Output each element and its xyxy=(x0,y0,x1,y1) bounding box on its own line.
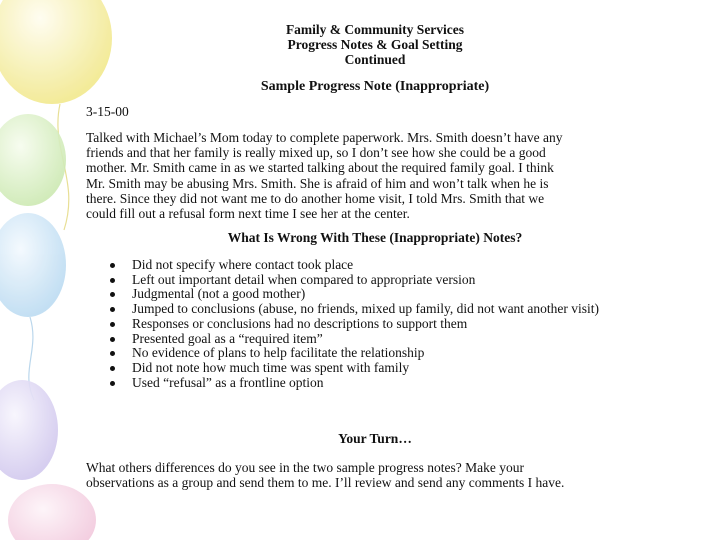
note-date: 3-15-00 xyxy=(86,104,129,119)
list-item xyxy=(108,302,668,317)
issue-text: Did not note how much time was spent with family xyxy=(132,359,410,375)
header-subtitle: Progress Notes & Goal Setting xyxy=(287,37,463,52)
question-heading: What Is Wrong With These (Inappropriate) Notes? xyxy=(227,230,523,245)
note-line: mother. Mr. Smith came in as we started talking about the required family goal. I think xyxy=(86,160,554,176)
note-line: friends and that her family is really mixed up, so I don’t see how she could be a good xyxy=(86,145,546,161)
your-turn-heading: Your Turn… xyxy=(338,431,412,446)
issue-text: Jumped to conclusions (abuse, no friends, mixed up family, did not want another visit) xyxy=(132,301,600,317)
list-item xyxy=(108,332,668,347)
note-body xyxy=(86,130,666,221)
note-line: there. Since they did not want me to do another home visit, I told Mrs. Smith that we xyxy=(86,190,545,206)
bullet-icon xyxy=(110,263,115,268)
issue-text: Presented goal as a “required item” xyxy=(132,330,323,346)
list-item xyxy=(108,273,668,288)
bullet-icon xyxy=(110,322,115,327)
bullet-icon xyxy=(110,381,115,386)
bullet-icon xyxy=(110,278,115,283)
list-item xyxy=(108,346,668,361)
list-item xyxy=(108,287,668,302)
closing-line: What others differences do you see in the two sample progress notes? Make your xyxy=(86,460,524,475)
note-line: Mr. Smith may be abusing Mrs. Smith. She is afraid of him and won’t talk when he is xyxy=(86,175,549,191)
bullet-icon xyxy=(110,292,115,297)
closing-line: observations as a group and send them to me. I’ll review and send any comments I have. xyxy=(86,475,565,491)
closing-paragraph xyxy=(86,460,686,490)
bullet-icon xyxy=(110,366,115,371)
note-line: could fill out a refusal form next time I see her at the center. xyxy=(86,206,410,222)
list-item xyxy=(108,317,668,332)
bullet-icon xyxy=(110,337,115,342)
list-item xyxy=(108,258,668,273)
sample-note-title: Sample Progress Note (Inappropriate) xyxy=(260,79,490,94)
issue-text: Left out important detail when compared to appropriate version xyxy=(132,271,476,287)
document-header xyxy=(0,22,720,67)
note-line: Talked with Michael’s Mom today to complete paperwork. Mrs. Smith doesn’t have any xyxy=(86,130,563,145)
issues-list xyxy=(108,258,668,390)
list-item xyxy=(108,376,668,391)
issue-text: No evidence of plans to help facilitate the relationship xyxy=(132,345,425,361)
bullet-icon xyxy=(110,307,115,312)
issue-text: Judgmental (not a good mother) xyxy=(132,286,306,302)
issue-text: Responses or conclusions had no descriptions to support them xyxy=(132,315,468,331)
header-title: Family & Community Services xyxy=(285,22,465,37)
bullet-icon xyxy=(110,351,115,356)
issue-text: Did not specify where contact took place xyxy=(132,257,354,272)
list-item xyxy=(108,361,668,376)
issue-text: Used “refusal” as a frontline option xyxy=(132,374,324,390)
header-continued: Continued xyxy=(344,52,406,67)
